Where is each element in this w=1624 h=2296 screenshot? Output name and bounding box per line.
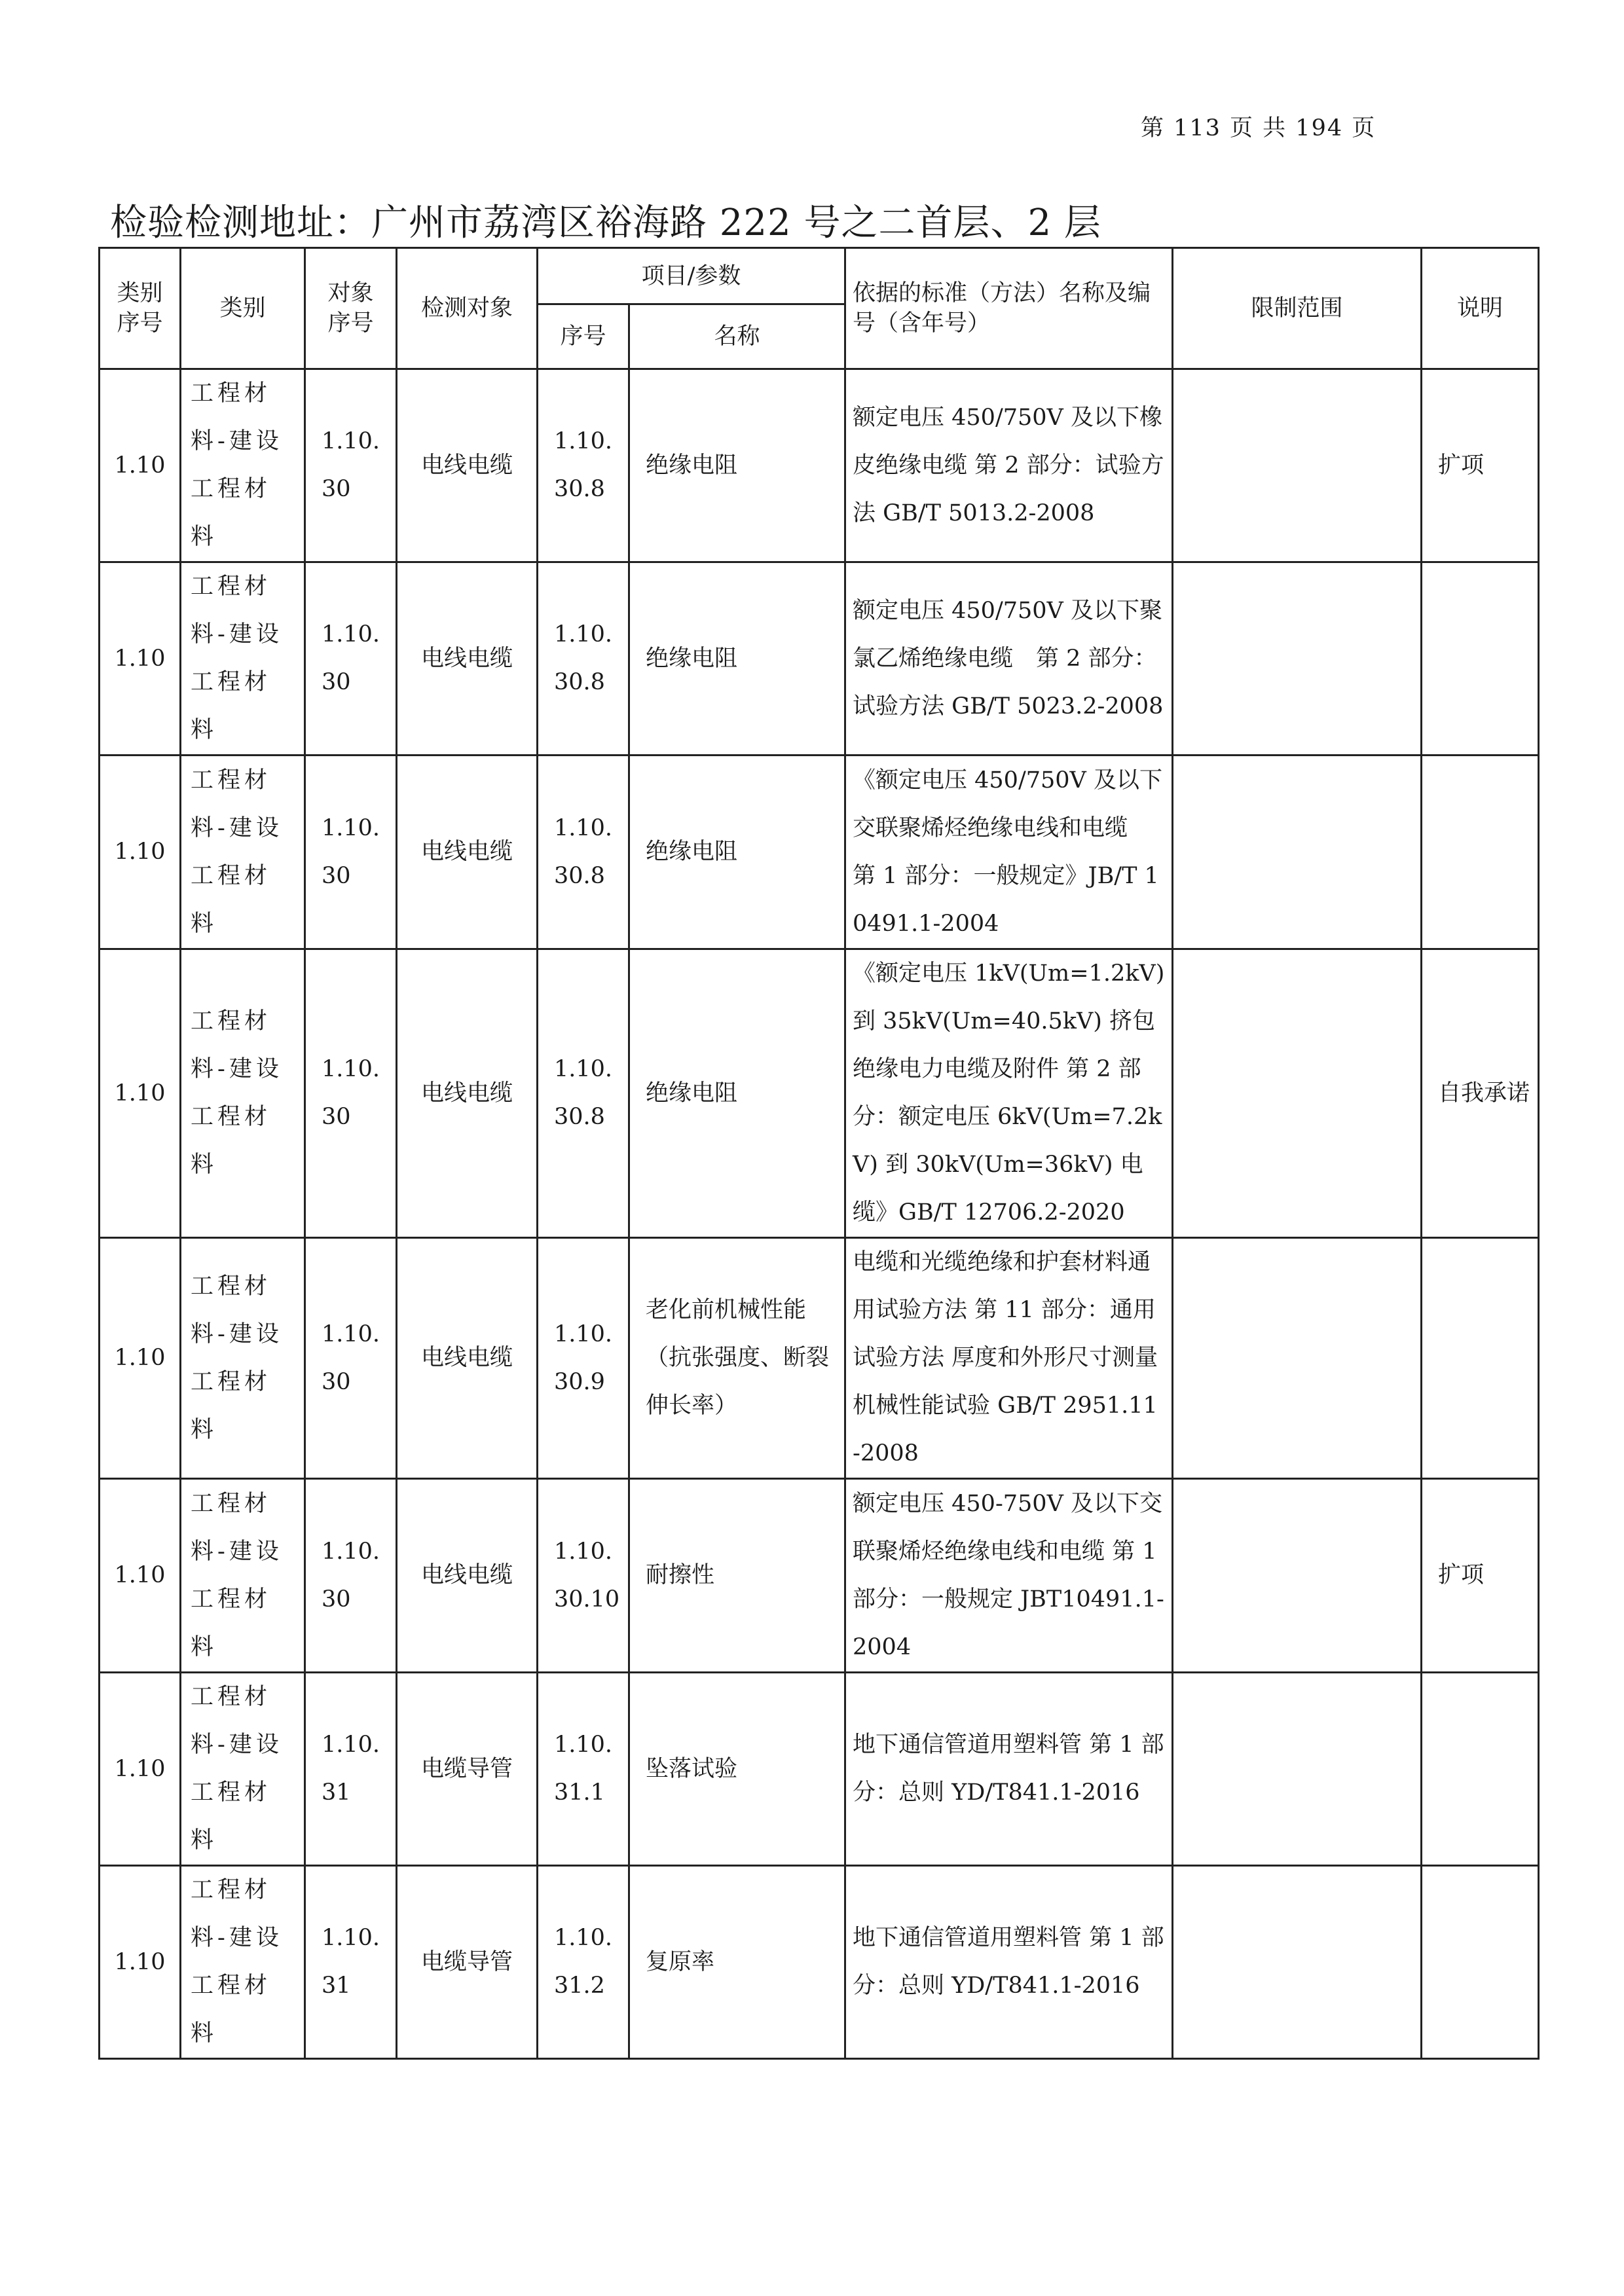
obj-no-cell: 1.10. 30 xyxy=(305,1479,397,1673)
limit-cell xyxy=(1173,1866,1422,2059)
table-row xyxy=(100,369,1539,562)
object-cell: 电线电缆 xyxy=(397,1479,538,1673)
item-no-cell: 1.10. 30.8 xyxy=(538,756,629,949)
table-row xyxy=(100,1673,1539,1866)
standard-cell: 额定电压 450/750V 及以下聚氯乙烯绝缘电缆 第 2 部分：试验方法 GB/T 5023.2-2008 xyxy=(845,562,1173,756)
cat-no-cell: 1.10 xyxy=(100,1866,181,2059)
header-item-name: 名称 xyxy=(629,304,845,369)
cat-no-cell: 1.10 xyxy=(100,369,181,562)
item-no-cell: 1.10. 30.9 xyxy=(538,1238,629,1479)
note-cell xyxy=(1422,1673,1539,1866)
standard-cell: 地下通信管道用塑料管 第 1 部分：总则 YD/T841.1-2016 xyxy=(845,1866,1173,2059)
cat-no-cell: 1.10 xyxy=(100,756,181,949)
table-row xyxy=(100,1238,1539,1479)
cat-no-cell: 1.10 xyxy=(100,562,181,756)
item-name-cell: 坠落试验 xyxy=(629,1673,845,1866)
object-cell: 电线电缆 xyxy=(397,562,538,756)
object-cell: 电缆导管 xyxy=(397,1673,538,1866)
cat-no-cell: 1.10 xyxy=(100,1673,181,1866)
limit-cell xyxy=(1173,949,1422,1238)
object-cell: 电线电缆 xyxy=(397,1238,538,1479)
header-cat-no: 类别 序号 xyxy=(100,248,181,369)
item-name-cell: 绝缘电阻 xyxy=(629,949,845,1238)
item-name-cell: 绝缘电阻 xyxy=(629,756,845,949)
obj-no-cell: 1.10. 30 xyxy=(305,949,397,1238)
table-row xyxy=(100,1866,1539,2059)
header-note: 说明 xyxy=(1422,248,1539,369)
category-cell: 工程材料-建设工程材料 xyxy=(181,756,305,949)
limit-cell xyxy=(1173,369,1422,562)
object-cell: 电线电缆 xyxy=(397,369,538,562)
cat-no-cell: 1.10 xyxy=(100,1238,181,1479)
header-obj-no: 对象 序号 xyxy=(305,248,397,369)
obj-no-cell: 1.10. 30 xyxy=(305,756,397,949)
category-cell: 工程材料-建设工程材料 xyxy=(181,949,305,1238)
standard-cell: 额定电压 450/750V 及以下橡皮绝缘电缆 第 2 部分：试验方法 GB/T 5013.2-2008 xyxy=(845,369,1173,562)
item-no-cell: 1.10. 30.8 xyxy=(538,562,629,756)
category-cell: 工程材料-建设工程材料 xyxy=(181,1238,305,1479)
table-row xyxy=(100,562,1539,756)
table-row xyxy=(100,1479,1539,1673)
header-standard: 依据的标准（方法）名称及编号（含年号） xyxy=(845,248,1173,369)
item-no-cell: 1.10. 30.8 xyxy=(538,949,629,1238)
object-cell: 电线电缆 xyxy=(397,949,538,1238)
cat-no-cell: 1.10 xyxy=(100,1479,181,1673)
note-cell xyxy=(1422,756,1539,949)
item-name-cell: 复原率 xyxy=(629,1866,845,2059)
obj-no-cell: 1.10. 30 xyxy=(305,1238,397,1479)
standard-cell: 《额定电压 1kV(Um=1.2kV) 到 35kV(Um=40.5kV) 挤包绝缘电力电缆及附件 第 2 部分：额定电压 6kV(Um=7.2kV) 到 30kV(Um=36kV) 电缆》GB/T 12706.2-2020 xyxy=(845,949,1173,1238)
category-cell: 工程材料-建设工程材料 xyxy=(181,562,305,756)
object-cell: 电线电缆 xyxy=(397,756,538,949)
category-cell: 工程材料-建设工程材料 xyxy=(181,1673,305,1866)
table-row xyxy=(100,949,1539,1238)
note-cell xyxy=(1422,562,1539,756)
item-name-cell: 耐擦性 xyxy=(629,1479,845,1673)
standard-cell: 地下通信管道用塑料管 第 1 部分：总则 YD/T841.1-2016 xyxy=(845,1673,1173,1866)
obj-no-cell: 1.10. 30 xyxy=(305,369,397,562)
limit-cell xyxy=(1173,1479,1422,1673)
item-name-cell: 绝缘电阻 xyxy=(629,562,845,756)
standard-cell: 额定电压 450-750V 及以下交联聚烯烃绝缘电线和电缆 第 1 部分：一般规定 JBT10491.1-2004 xyxy=(845,1479,1173,1673)
standard-cell: 《额定电压 450/750V 及以下交联聚烯烃绝缘电线和电缆 第 1 部分：一般规定》JB/T 10491.1-2004 xyxy=(845,756,1173,949)
limit-cell xyxy=(1173,756,1422,949)
header-category: 类别 xyxy=(181,248,305,369)
category-cell: 工程材料-建设工程材料 xyxy=(181,369,305,562)
page-title: 检验检测地址：广州市荔湾区裕海路 222 号之二首层、2 层 xyxy=(110,202,1101,244)
item-no-cell: 1.10. 31.2 xyxy=(538,1866,629,2059)
item-name-cell: 老化前机械性能（抗张强度、断裂伸长率） xyxy=(629,1238,845,1479)
inspection-table xyxy=(98,247,1540,2060)
note-cell xyxy=(1422,1238,1539,1479)
category-cell: 工程材料-建设工程材料 xyxy=(181,1866,305,2059)
obj-no-cell: 1.10. 30 xyxy=(305,562,397,756)
header-limit: 限制范围 xyxy=(1173,248,1422,369)
obj-no-cell: 1.10. 31 xyxy=(305,1866,397,2059)
standard-cell: 电缆和光缆绝缘和护套材料通用试验方法 第 11 部分：通用试验方法 厚度和外形尺寸测量 机械性能试验 GB/T 2951.11-2008 xyxy=(845,1238,1173,1479)
note-cell: 扩项 xyxy=(1422,369,1539,562)
limit-cell xyxy=(1173,562,1422,756)
item-name-cell: 绝缘电阻 xyxy=(629,369,845,562)
header-item-param: 项目/参数 xyxy=(538,248,845,304)
category-cell: 工程材料-建设工程材料 xyxy=(181,1479,305,1673)
item-no-cell: 1.10. 30.8 xyxy=(538,369,629,562)
obj-no-cell: 1.10. 31 xyxy=(305,1673,397,1866)
note-cell: 扩项 xyxy=(1422,1479,1539,1673)
header-object: 检测对象 xyxy=(397,248,538,369)
table-row xyxy=(100,756,1539,949)
cat-no-cell: 1.10 xyxy=(100,949,181,1238)
page-number: 第 113 页 共 194 页 xyxy=(1141,115,1376,141)
note-cell xyxy=(1422,1866,1539,2059)
item-no-cell: 1.10. 30.10 xyxy=(538,1479,629,1673)
limit-cell xyxy=(1173,1238,1422,1479)
header-item-no: 序号 xyxy=(538,304,629,369)
limit-cell xyxy=(1173,1673,1422,1866)
item-no-cell: 1.10. 31.1 xyxy=(538,1673,629,1866)
object-cell: 电缆导管 xyxy=(397,1866,538,2059)
note-cell: 自我承诺 xyxy=(1422,949,1539,1238)
